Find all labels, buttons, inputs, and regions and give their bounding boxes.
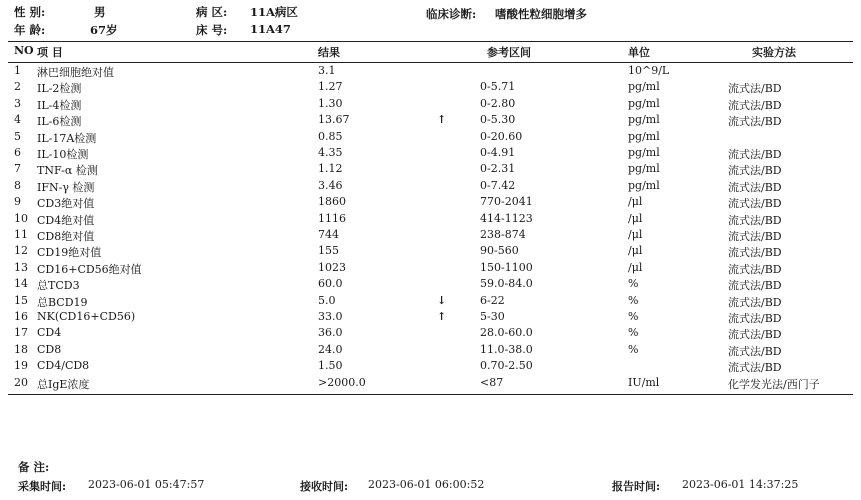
item-name: 淋巴细胞绝对值: [37, 66, 114, 79]
row-number: 10: [14, 211, 28, 225]
bed-label: 床 号:: [196, 23, 228, 37]
unit: 10^9/L: [628, 64, 670, 77]
row-number: 15: [14, 293, 28, 307]
col-reference-header: 参考区间: [487, 46, 531, 59]
reference-range: 150-1100: [480, 260, 533, 274]
method: 流式法/BD: [728, 312, 782, 325]
result-value: 3.1: [318, 64, 336, 77]
ward-value: 11A病区: [250, 5, 298, 19]
reference-range: 0-2.31: [480, 162, 516, 176]
reference-range: 5-30: [480, 310, 505, 323]
reference-range: 0-4.91: [480, 146, 516, 159]
age-value: 67岁: [90, 23, 118, 37]
item-name: IL-17A检测: [37, 131, 97, 145]
result-value: 1.27: [318, 80, 343, 94]
result-value: 3.46: [318, 178, 343, 192]
method: 流式法/BD: [728, 197, 782, 211]
reference-range: 28.0-60.0: [480, 326, 533, 340]
result-value: 0.85: [318, 129, 343, 143]
method: 流式法/BD: [728, 98, 782, 112]
table-row: [0, 113, 861, 129]
header-bottom-rule: [8, 62, 853, 63]
method: 流式法/BD: [728, 279, 782, 293]
reference-range: 414-1123: [480, 211, 533, 225]
row-number: 7: [14, 162, 21, 176]
collect-time-value: 2023-06-01 05:47:57: [88, 478, 205, 491]
table-row: [0, 162, 861, 178]
report-time-label: 报告时间:: [612, 480, 661, 493]
table-row: [0, 244, 861, 260]
report-time-value: 2023-06-01 14:37:25: [682, 478, 799, 491]
sex-value: 男: [94, 5, 106, 19]
row-number: 8: [14, 178, 21, 192]
table-row: [0, 228, 861, 244]
row-number: 12: [14, 244, 28, 258]
reference-range: 238-874: [480, 228, 526, 241]
reference-range: 0-7.42: [480, 178, 516, 192]
receive-time-value: 2023-06-01 06:00:52: [368, 478, 485, 491]
receive-time-label: 接收时间:: [300, 480, 349, 493]
reference-range: 0-5.30: [480, 113, 516, 127]
method: 流式法/BD: [728, 82, 782, 96]
collect-time-label: 采集时间:: [18, 480, 67, 493]
age-label: 年 龄:: [14, 23, 46, 37]
row-number: 6: [14, 146, 21, 159]
row-number: 5: [14, 129, 21, 143]
table-row: [0, 80, 861, 96]
col-result-header: 结果: [318, 46, 340, 59]
table-row: [0, 212, 861, 228]
table-row: [0, 294, 861, 310]
unit: %: [628, 326, 639, 340]
row-number: 1: [14, 64, 21, 77]
result-value: 1.30: [318, 96, 343, 110]
item-name: 总BCD19: [37, 295, 88, 309]
item-name: CD8: [37, 342, 62, 356]
remark-label: 备 注:: [18, 460, 50, 474]
table-row: [0, 146, 861, 162]
item-name: 总IgE浓度: [37, 377, 90, 391]
reference-range: 90-560: [480, 244, 519, 258]
abnormal-flag: ↓: [437, 293, 447, 307]
item-name: NK(CD16+CD56): [37, 310, 136, 323]
reference-range: 59.0-84.0: [480, 277, 533, 291]
result-value: 36.0: [318, 326, 343, 340]
method: 流式法/BD: [728, 295, 782, 309]
unit: %: [628, 277, 639, 291]
row-number: 13: [14, 260, 28, 274]
table-row: [0, 64, 861, 80]
abnormal-flag: ↑: [437, 113, 447, 127]
unit: pg/ml: [628, 178, 660, 192]
diagnosis-value: 嗜酸性粒细胞增多: [495, 7, 587, 21]
table-row: [0, 97, 861, 113]
row-number: 17: [14, 326, 28, 340]
unit: pg/ml: [628, 129, 660, 143]
reference-range: <87: [480, 375, 504, 389]
col-no-header: NO: [14, 44, 34, 57]
method: 流式法/BD: [728, 361, 782, 375]
col-item-header: 项 目: [37, 46, 63, 59]
unit: /μl: [628, 211, 643, 225]
col-method-header: 实验方法: [752, 46, 796, 59]
reference-range: 0-2.80: [480, 96, 516, 110]
item-name: IL-10检测: [37, 148, 89, 161]
result-value: 744: [318, 228, 339, 241]
result-value: 13.67: [318, 113, 350, 127]
item-name: 总TCD3: [37, 279, 80, 293]
method: 流式法/BD: [728, 164, 782, 178]
result-value: 1116: [318, 211, 346, 225]
col-unit-header: 单位: [628, 46, 650, 59]
item-name: IL-6检测: [37, 115, 82, 129]
unit: %: [628, 293, 639, 307]
item-name: CD8绝对值: [37, 230, 95, 243]
bed-value: 11A47: [250, 22, 291, 36]
item-name: TNF-α 检测: [37, 164, 98, 178]
row-number: 4: [14, 113, 21, 127]
unit: /μl: [628, 244, 643, 258]
unit: %: [628, 342, 639, 356]
item-name: CD16+CD56绝对值: [37, 262, 142, 276]
method: 流式法/BD: [728, 262, 782, 276]
item-name: IL-4检测: [37, 98, 82, 112]
item-name: IFN-γ 检测: [37, 180, 95, 194]
result-value: 4.35: [318, 146, 343, 159]
result-value: 24.0: [318, 342, 343, 356]
row-number: 14: [14, 277, 28, 291]
result-value: 5.0: [318, 293, 336, 307]
table-row: [0, 310, 861, 326]
table-row: [0, 359, 861, 375]
method: 流式法/BD: [728, 213, 782, 227]
reference-range: 0-20.60: [480, 129, 523, 143]
unit: pg/ml: [628, 96, 660, 110]
reference-range: 770-2041: [480, 195, 533, 209]
row-number: 20: [14, 375, 28, 389]
row-number: 16: [14, 310, 28, 323]
method: 流式法/BD: [728, 148, 782, 161]
item-name: IL-2检测: [37, 82, 82, 96]
diagnosis-label: 临床诊断:: [426, 7, 477, 21]
unit: IU/ml: [628, 375, 660, 389]
method: 化学发光法/西门子: [728, 377, 820, 391]
item-name: CD19绝对值: [37, 246, 102, 260]
table-row: [0, 277, 861, 293]
table-row: [0, 261, 861, 277]
result-value: 1.12: [318, 162, 343, 176]
result-value: 1860: [318, 195, 346, 209]
ward-label: 病 区:: [196, 5, 228, 19]
reference-range: 0-5.71: [480, 80, 516, 94]
table-row: [0, 376, 861, 392]
unit: pg/ml: [628, 146, 660, 159]
row-number: 9: [14, 195, 21, 209]
row-number: 19: [14, 359, 28, 373]
row-number: 2: [14, 80, 21, 94]
item-name: CD3绝对值: [37, 197, 95, 211]
method: 流式法/BD: [728, 180, 782, 194]
unit: pg/ml: [628, 162, 660, 176]
table-row: [0, 130, 861, 146]
table-row: [0, 179, 861, 195]
method: 流式法/BD: [728, 230, 782, 243]
result-value: 1.50: [318, 359, 343, 373]
item-name: CD4绝对值: [37, 213, 95, 227]
row-number: 18: [14, 342, 28, 356]
unit: /μl: [628, 260, 643, 274]
method: 流式法/BD: [728, 328, 782, 342]
result-value: 33.0: [318, 310, 343, 323]
unit: /μl: [628, 195, 643, 209]
header-top-rule: [8, 41, 853, 42]
unit: /μl: [628, 228, 643, 241]
unit: %: [628, 310, 639, 323]
result-value: 60.0: [318, 277, 343, 291]
item-name: CD4/CD8: [37, 359, 90, 373]
table-row: [0, 326, 861, 342]
sex-label: 性 别:: [14, 5, 46, 19]
method: 流式法/BD: [728, 115, 782, 129]
abnormal-flag: ↑: [437, 310, 447, 323]
reference-range: 11.0-38.0: [480, 342, 533, 356]
table-bottom-rule: [8, 394, 853, 395]
row-number: 11: [14, 228, 28, 241]
result-value: 155: [318, 244, 339, 258]
unit: pg/ml: [628, 113, 660, 127]
item-name: CD4: [37, 326, 62, 340]
row-number: 3: [14, 96, 21, 110]
table-row: [0, 343, 861, 359]
result-value: 1023: [318, 260, 346, 274]
table-row: [0, 195, 861, 211]
table-header: [0, 44, 861, 60]
reference-range: 0.70-2.50: [480, 359, 533, 373]
method: 流式法/BD: [728, 344, 782, 358]
reference-range: 6-22: [480, 293, 505, 307]
unit: pg/ml: [628, 80, 660, 94]
method: 流式法/BD: [728, 246, 782, 260]
result-value: >2000.0: [318, 375, 366, 389]
